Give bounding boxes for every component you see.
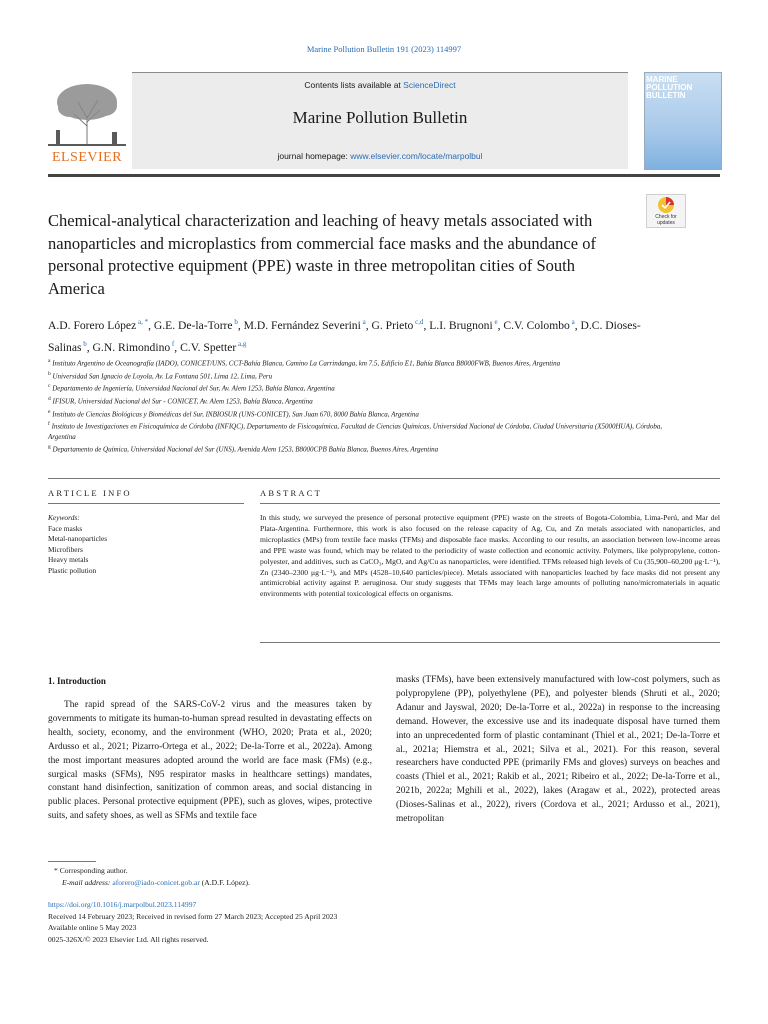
affiliation-marker: b (48, 370, 51, 377)
affiliation-text: IFISUR, Universidad Nacional del Sur - CONICET, Av. Alem 1253, Bahía Blanca, Argentina (50, 397, 313, 406)
email-line (48, 877, 448, 889)
author-affiliation-marker[interactable]: f (170, 339, 175, 348)
keywords-label: Keywords: (48, 513, 80, 522)
cover-line: POLLUTION (646, 83, 693, 92)
journal-name: Marine Pollution Bulletin (292, 108, 468, 127)
affiliation-marker: a (48, 358, 51, 364)
corresponding-author-note: * Corresponding author. (54, 866, 128, 875)
divider (48, 503, 244, 504)
intro-paragraph: The rapid spread of the SARS-CoV-2 virus and the measures taken by governments to mitigate its human-to-human spread resulted in devastating effects on health, society, economy, and the environment (WHO, 2020; Prata et al., 2020; Ardusso et al., 2021; Pizarro-Ortega et al., 2022; De-la-Torre et al., 2022a). Among the most important measures adopted around the world are face mask (FMs) (e.g., surgical masks (SFMs), N95 respirator masks in healthcare settings) mandates, constant hand disinfection, sanitization of common areas, and social distancing in public places. Personal protective equipment (PPE), such as gloves, wipes, protective suits, and safety shoes, as well as SFMs and textile face (48, 700, 372, 822)
publisher-name: ELSEVIER (51, 150, 123, 165)
contents-prefix: Contents lists available at (304, 80, 404, 90)
author[interactable]: C.V. Spetter (180, 340, 237, 354)
section-heading-introduction: 1. Introduction (48, 676, 106, 686)
author-affiliation-marker[interactable]: a,g (236, 339, 247, 348)
author-affiliation-marker[interactable]: a (360, 318, 366, 326)
affiliation-text: Departamento de Química, Universidad Nacional del Sur (UNS), Avenida Alem 1253, B8000CPB Bahía Blanca, Buenos Aires, Argentina (50, 445, 439, 454)
sciencedirect-link[interactable]: ScienceDirect (403, 80, 456, 90)
author[interactable]: M.D. Fernández Severini (243, 318, 361, 332)
keyword: Microfibers (48, 544, 83, 554)
divider (48, 478, 720, 479)
header-rule (48, 174, 720, 177)
affiliation-text: Instituto de Ciencias Biológicas y Biomédicas del Sur, INBIOSUR (UNS-CONICET), San Juan 670, 8000 Bahía Blanca, Argentina (50, 409, 419, 418)
affiliation (48, 369, 688, 382)
copyright: 0025-326X/© 2023 Elsevier Ltd. All rights reserved. (48, 935, 209, 945)
homepage-prefix: journal homepage: (277, 151, 351, 161)
intro-column-left (48, 699, 372, 824)
affiliation-marker: c (48, 383, 51, 390)
footnote (48, 865, 448, 889)
author[interactable]: G.E. De-la-Torre (153, 318, 233, 332)
affiliation (48, 419, 688, 442)
doi-link[interactable]: https://doi.org/10.1016/j.marpolbul.2023.114997 (48, 900, 197, 909)
author-affiliation-marker[interactable]: e (492, 318, 498, 326)
affiliation-marker: e (48, 408, 51, 415)
author[interactable]: G. Prieto (371, 318, 414, 332)
keywords-block (48, 513, 244, 577)
affiliation (48, 442, 688, 455)
author[interactable]: C.V. Colombo (503, 318, 570, 332)
email-link[interactable]: aforero@iado-conicet.gob.ar (112, 878, 200, 887)
affiliation-marker: g (48, 444, 51, 451)
author-affiliation-marker[interactable]: a, * (136, 318, 149, 326)
keyword: Face masks (48, 523, 83, 533)
keyword: Metal-nanoparticles (48, 534, 108, 544)
affiliation (48, 356, 688, 369)
author[interactable]: D.C. Dioses-Salinas (48, 318, 641, 354)
affiliation-text: Instituto de Investigaciones en Fisicoquímica de Córdoba (INFIQC), Departamento de Fisicoquímica, Facultad de Ciencias Químicas, Universidad Nacional de Córdoba, Ciudad Universitaria (X5000HUA), Córdoba, Argentina (48, 422, 663, 441)
article-footer (48, 899, 548, 946)
author-affiliation-marker[interactable]: a (569, 318, 575, 326)
intro-column-right (396, 674, 720, 827)
affiliation-text: Universidad San Ignacio de Loyola, Av. La Fontana 501, Lima 12, Lima, Peru (50, 371, 273, 380)
article-title: Chemical-analytical characterization and leaching of heavy metals associated with nanoparticles and microplastics from commercial face masks and the abundance of personal protective equipment (PPE) waste in three metropolitan cities of South America (48, 211, 596, 298)
author-list: A.D. Forero López $^{a, *}$, G.E. De-la-Torre $^b$, M.D. Fernández Severini $^a$, G. Prieto $^{c,d}$, L.I. Brugnoni $^e$, C.V. Colombo $^a$, D.C. Dioses-Salinas $^b$, G.N. Rimondino $^f$, C.V. Spetter $^{a,g}$ (48, 318, 641, 354)
author-affiliation-marker[interactable]: c,d (413, 318, 424, 326)
email-suffix: (A.D.F. López). (199, 878, 250, 887)
cover-line: BULLETIN (646, 91, 686, 100)
available-online: Available online 5 May 2023 (48, 923, 137, 933)
affiliation (48, 381, 688, 394)
author[interactable]: L.I. Brugnoni (429, 318, 493, 332)
intro-paragraph: masks (TFMs), have been extensively manufactured with low-cost polymers, such as polypropylene (PP), polyethylene (PE), and polyester blends (Shruti et al., 2020; Adanur and Jayswal, 2020; De-la-Torre et al., 2022a) in response to the increasing demand. However, the excessive use and its inadequate disposal have turned them into an unprecedented form of plastic contaminant (Thiel et al., 2021; De-la-Torre et al., 2021a; Hiemstra et al., 2021; Silva et al., 2021). For this reason, several researchers have conducted PPE (primarily FMs and gloves) surveys on beaches and coasts (Thiel et al., 2021; Rakib et al., 2021; Ribeiro et al., 2022; De-la-Torre et al., 2021b, 2022a; Mghili et al., 2022), lakes (Aragaw et al., 2022), protected areas (Dioses-Salinas et al., 2022), rivers (Cordova et al., 2021; Ardusso et al., 2021), metropolitan (396, 675, 720, 825)
keyword: Heavy metals (48, 555, 89, 565)
affiliation-text: Departamento de Ingeniería, Universidad Nacional del Sur, Av. Alem 1253, Bahía Blanca, Argentina (50, 384, 335, 393)
divider (260, 503, 720, 504)
article-info-heading: ARTICLE INFO (48, 488, 132, 498)
author-affiliation-marker[interactable]: b (232, 318, 238, 326)
email-label: E-mail address: (62, 878, 113, 887)
check-for-updates-badge[interactable] (646, 194, 686, 228)
keyword: Plastic pollution (48, 565, 97, 575)
affiliation-marker: d (48, 395, 51, 402)
author[interactable]: G.N. Rimondino (92, 340, 171, 354)
cover-line: MARINE (646, 75, 678, 84)
homepage-link[interactable]: www.elsevier.com/locate/marpolbul (350, 151, 483, 161)
abstract-text: In this study, we surveyed the presence of personal protective equipment (PPE) waste on the streets of Bogota-Colombia, Lima-Perú, and Mar del Plata-Argentina. Furthermore, this work is also focused on the release capacity of Ag, Cu, and Zn metals associated with nanoparticles, and microplastics (MPs) from textile face masks (TFMs) and disposable face masks. According to our results, an association between low-income areas and PPE waste was found, which may be related to the periodicity of waste collection and economic activity. Polymers, like polypropylene, cotton-polyester, and additives, such as CaCO₃, MgO, and Ag/Cu as nanoparticles, were identified. TFMs released high levels of Cu (35,900–60,200 μg·L⁻¹), Zn (2340–2300 μg·L⁻¹), and MPs (4528–10,640 particles/piece). Metals associated with nanoparticles leached by face masks did not present any antimicrobial activity against P. aeruginosa. Our study suggests that TFMs may leach large amounts of polluting nano/micromaterials in aquatic environments with potential toxicological effects on organisms. (260, 513, 720, 599)
abstract-heading: ABSTRACT (260, 488, 322, 498)
check-updates-label: Check for updates (655, 214, 677, 226)
affiliation-text: Instituto Argentino de Oceanografía (IADO), CONICET/UNS, CCT-Bahía Blanca, Camino La Carrindanga, km 7.5, Edificio E1, Bahía Blanca B8000FWB, Buenos Aires, Argentina (50, 359, 561, 368)
author-affiliation-marker[interactable]: b (81, 339, 87, 348)
affiliation (48, 407, 688, 420)
homepage-line (132, 151, 628, 161)
affiliation-marker: f (48, 421, 50, 428)
affiliation (48, 394, 688, 407)
footnote-rule (48, 861, 96, 862)
received-dates: Received 14 February 2023; Received in revised form 27 March 2023; Accepted 25 April 2023 (48, 911, 338, 921)
author[interactable]: A.D. Forero López (48, 318, 137, 332)
affiliations (48, 356, 688, 455)
divider (260, 642, 720, 643)
journal-cover-title (646, 76, 718, 100)
contents-line (132, 80, 628, 90)
running-head[interactable]: Marine Pollution Bulletin 191 (2023) 114997 (306, 44, 462, 54)
